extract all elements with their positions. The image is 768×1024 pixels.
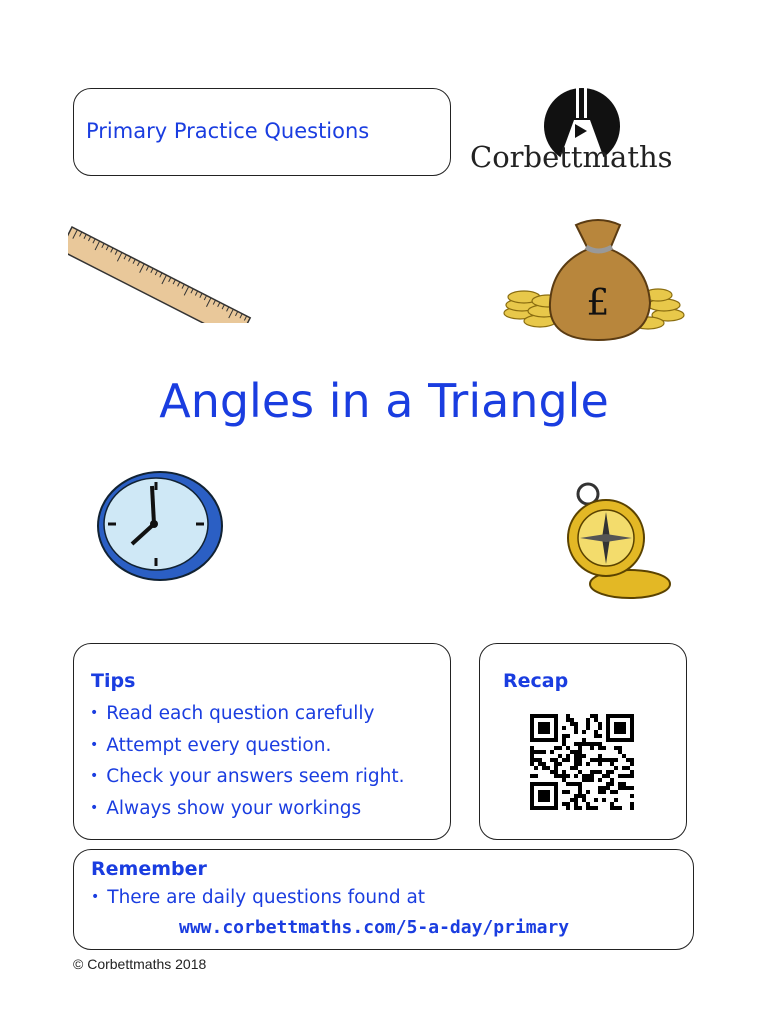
- header-title: Primary Practice Questions: [86, 119, 370, 143]
- qr-code-icon[interactable]: [530, 714, 634, 810]
- list-item: • Attempt every question.: [90, 731, 405, 763]
- copyright-text: © Corbettmaths 2018: [73, 956, 207, 972]
- header-box: [73, 88, 451, 176]
- remember-text: • There are daily questions found at: [91, 887, 425, 908]
- svg-text:£: £: [586, 283, 610, 324]
- ruler-icon: [68, 205, 254, 323]
- tips-title: Tips: [91, 670, 136, 692]
- list-item: • Read each question carefully: [90, 699, 405, 731]
- recap-title: Recap: [503, 670, 569, 692]
- remember-title: Remember: [91, 858, 207, 880]
- list-item: • Always show your workings: [90, 794, 405, 826]
- list-item: • Check your answers seem right.: [90, 762, 405, 794]
- logo-wordmark: Corbettmaths: [470, 140, 673, 174]
- remember-link[interactable]: www.corbettmaths.com/5-a-day/primary: [179, 917, 570, 938]
- remember-box: [73, 849, 694, 950]
- money-bag-icon: [498, 215, 694, 345]
- tips-list: [90, 699, 405, 825]
- page-title: Angles in a Triangle: [159, 374, 609, 428]
- clock-icon: [96, 470, 226, 582]
- recap-box: [479, 643, 687, 840]
- compass-icon: [560, 478, 674, 602]
- tips-box: [73, 643, 451, 840]
